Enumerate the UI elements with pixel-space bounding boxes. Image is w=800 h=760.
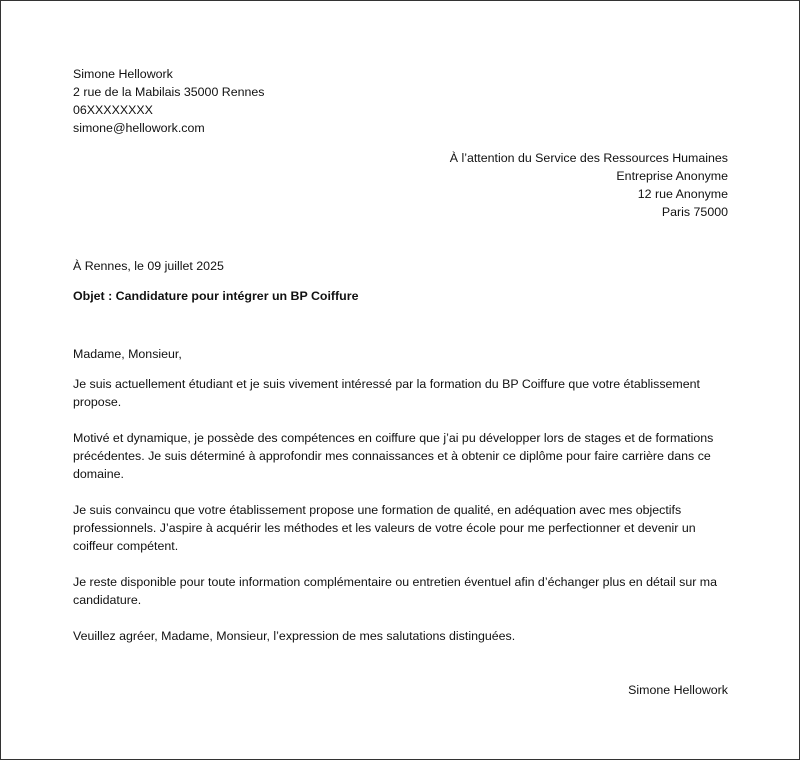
date-line: À Rennes, le 09 juillet 2025 <box>73 259 224 273</box>
sender-block <box>73 65 728 137</box>
subject-line: Objet : Candidature pour intégrer un BP Coiffure <box>73 289 359 303</box>
body-paragraph: Je reste disponible pour toute information complémentaire ou entretien éventuel afin d’échanger plus en détail sur ma candidature. <box>73 575 718 607</box>
recipient-company: Entreprise Anonyme <box>616 169 728 183</box>
sender-email: simone@hellowork.com <box>73 121 205 135</box>
sender-phone: 06XXXXXXXX <box>73 103 153 117</box>
recipient-attention: À l’attention du Service des Ressources Humaines <box>449 151 728 165</box>
letter-content <box>73 65 728 699</box>
body-paragraph: Motivé et dynamique, je possède des compétences en coiffure que j’ai pu développer lors de stages et de formations précédentes. Je suis déterminé à approfondir mes connaissances et à obtenir ce diplôme pour faire carrière dans ce domaine. <box>73 431 714 481</box>
sender-address: 2 rue de la Mabilais 35000 Rennes <box>73 85 265 99</box>
body-paragraph: Je suis convaincu que votre établissement propose une formation de qualité, en adéquation avec mes objectifs professionnels. J’aspire à acquérir les méthodes et les valeurs de votre école pour me perfectionner et devenir un coiffeur compétent. <box>73 503 696 553</box>
signature: Simone Hellowork <box>628 683 728 697</box>
recipient-street: 12 rue Anonyme <box>637 187 728 201</box>
sender-name: Simone Hellowork <box>73 67 173 81</box>
recipient-city: Paris 75000 <box>661 205 728 219</box>
body-paragraph: Je suis actuellement étudiant et je suis vivement intéressé par la formation du BP Coiffure que votre établissement propose. <box>73 377 700 409</box>
recipient-block <box>73 149 728 221</box>
closing-formula: Veuillez agréer, Madame, Monsieur, l’expression de mes salutations distinguées. <box>73 629 516 643</box>
salutation: Madame, Monsieur, <box>73 347 182 361</box>
